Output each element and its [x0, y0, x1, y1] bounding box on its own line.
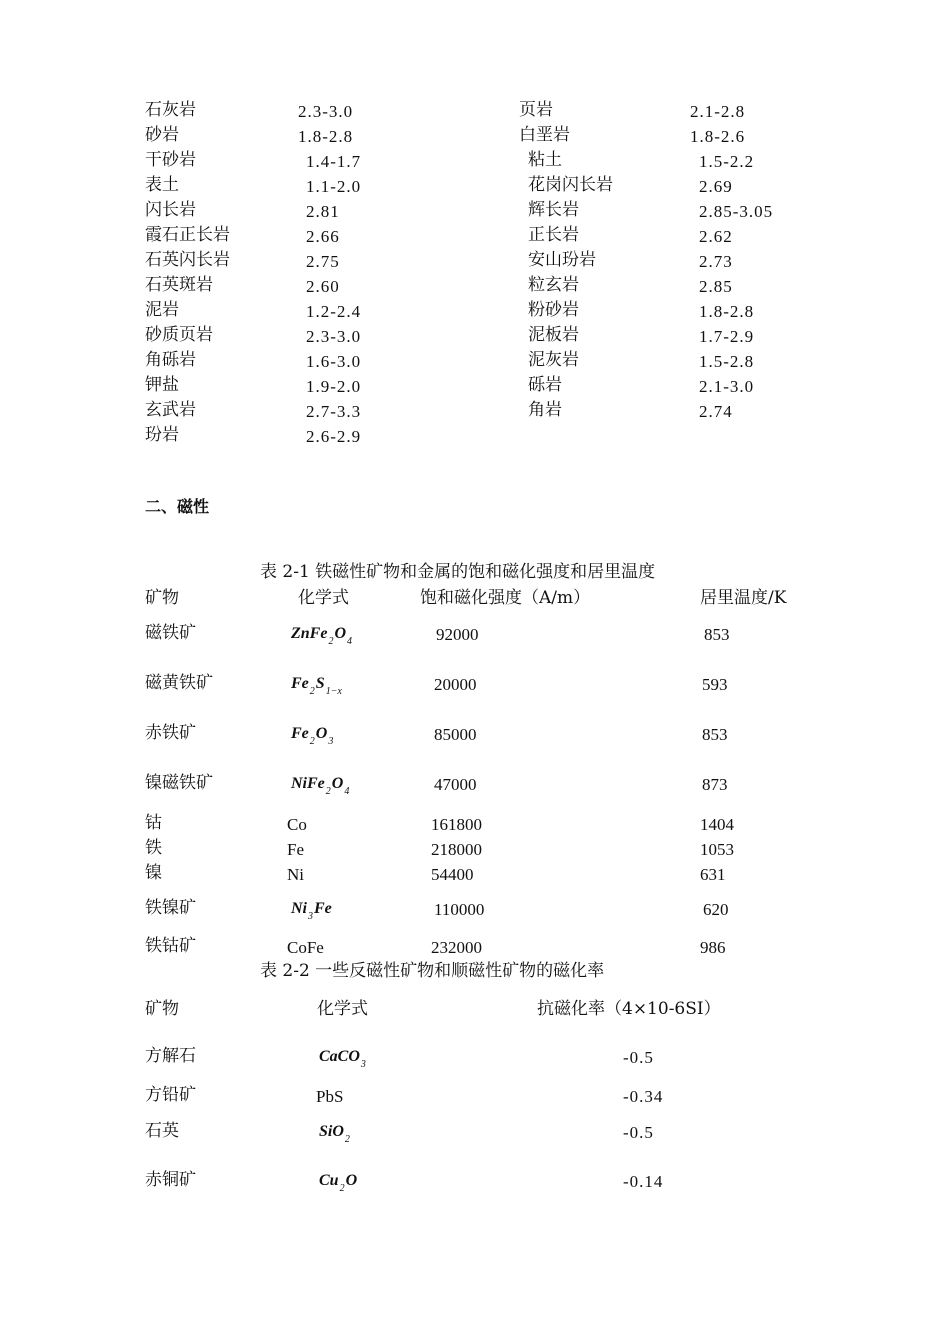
- density-value: 1.8-2.8: [699, 302, 755, 321]
- rock-name: 页岩: [519, 100, 553, 120]
- rock-name: 闪长岩: [145, 200, 196, 220]
- rock-name: 表土: [145, 175, 179, 195]
- column-header-saturation: 饱和磁化强度（A/m）: [420, 588, 591, 608]
- curie-value: 1404: [700, 815, 734, 834]
- rock-name: 角砾岩: [145, 350, 196, 370]
- mineral-name: 磁黄铁矿: [145, 673, 213, 693]
- curie-value: 631: [700, 865, 726, 884]
- mineral-name: 铁镍矿: [145, 898, 196, 918]
- column-header-mineral: 矿物: [145, 999, 179, 1019]
- density-value: 1.2-2.4: [306, 302, 362, 321]
- saturation-value: 218000: [431, 840, 482, 859]
- density-value: 1.6-3.0: [306, 352, 362, 371]
- rock-name: 粉砂岩: [528, 300, 579, 320]
- chemical-formula: Ni: [287, 865, 304, 884]
- table-caption: 表 2-1 铁磁性矿物和金属的饱和磁化强度和居里温度: [260, 562, 656, 582]
- saturation-value: 85000: [434, 725, 477, 744]
- density-value: 2.73: [699, 252, 733, 271]
- density-value: 2.75: [306, 252, 340, 271]
- rock-name: 干砂岩: [145, 150, 196, 170]
- saturation-value: 47000: [434, 775, 477, 794]
- density-value: 1.5-2.8: [699, 352, 755, 371]
- curie-value: 593: [702, 675, 728, 694]
- rock-name: 角岩: [528, 400, 562, 420]
- density-value: 2.1-3.0: [699, 377, 755, 396]
- chemical-formula: $Ni_3Fe$: [291, 900, 332, 922]
- mineral-name: 铁钴矿: [145, 936, 196, 956]
- mineral-name: 石英: [145, 1121, 179, 1141]
- density-value: 2.1-2.8: [690, 102, 746, 121]
- mineral-name: 镍磁铁矿: [145, 773, 213, 793]
- chemical-formula: Fe: [287, 840, 304, 859]
- rock-name: 辉长岩: [528, 200, 579, 220]
- rock-name: 石英斑岩: [145, 275, 213, 295]
- mineral-name: 磁铁矿: [145, 623, 196, 643]
- chemical-formula: CaCO$_3$: [319, 1048, 366, 1070]
- column-header-formula: 化学式: [317, 999, 368, 1019]
- chemical-formula: PbS: [316, 1087, 344, 1106]
- table-caption: 表 2-2 一些反磁性矿物和顺磁性矿物的磁化率: [260, 961, 605, 981]
- section-heading: 二、磁性: [145, 497, 210, 516]
- curie-value: 853: [704, 625, 730, 644]
- saturation-value: 54400: [431, 865, 474, 884]
- rock-name: 粘土: [528, 150, 562, 170]
- density-value: 2.85-3.05: [699, 202, 774, 221]
- density-value: 1.1-2.0: [306, 177, 362, 196]
- mineral-name: 方解石: [145, 1046, 196, 1066]
- rock-name: 粒玄岩: [528, 275, 579, 295]
- chemical-formula: SiO$_2$: [319, 1123, 350, 1145]
- saturation-value: 92000: [436, 625, 479, 644]
- saturation-value: 232000: [431, 938, 482, 957]
- mineral-name: 方铅矿: [145, 1085, 196, 1105]
- rock-name: 砾岩: [528, 375, 562, 395]
- density-value: 2.7-3.3: [306, 402, 362, 421]
- density-value: 1.8-2.6: [690, 127, 746, 146]
- rock-name: 砂岩: [145, 125, 179, 145]
- density-value: 2.3-3.0: [306, 327, 362, 346]
- density-value: 1.5-2.2: [699, 152, 755, 171]
- rock-name: 霞石正长岩: [145, 225, 230, 245]
- chemical-formula: $Cu_2O$: [319, 1172, 358, 1194]
- curie-value: 873: [702, 775, 728, 794]
- rock-name: 砂质页岩: [145, 325, 213, 345]
- rock-name: 安山玢岩: [528, 250, 596, 270]
- chemical-formula: $NiFe_2O_4$: [291, 775, 350, 797]
- mineral-name: 铁: [145, 838, 162, 858]
- chemical-formula: $Fe_2O_3$: [291, 725, 334, 747]
- rock-name: 石英闪长岩: [145, 250, 230, 270]
- curie-value: 853: [702, 725, 728, 744]
- density-value: 2.66: [306, 227, 340, 246]
- rock-name: 玄武岩: [145, 400, 196, 420]
- density-value: 2.81: [306, 202, 340, 221]
- curie-value: 986: [700, 938, 726, 957]
- rock-name: 正长岩: [528, 225, 579, 245]
- chemical-formula: Co: [287, 815, 307, 834]
- column-header-formula: 化学式: [298, 588, 349, 608]
- susceptibility-value: -0.5: [623, 1123, 654, 1142]
- susceptibility-value: -0.14: [623, 1172, 664, 1191]
- saturation-value: 161800: [431, 815, 482, 834]
- density-value: 1.8-2.8: [298, 127, 354, 146]
- susceptibility-value: -0.34: [623, 1087, 664, 1106]
- density-value: 2.60: [306, 277, 340, 296]
- density-value: 1.4-1.7: [306, 152, 362, 171]
- density-value: 2.85: [699, 277, 733, 296]
- density-value: 2.6-2.9: [306, 427, 362, 446]
- chemical-formula: CoFe: [287, 938, 324, 957]
- rock-name: 白垩岩: [519, 125, 570, 145]
- density-value: 1.7-2.9: [699, 327, 755, 346]
- rock-name: 钾盐: [145, 375, 179, 395]
- mineral-name: 赤铁矿: [145, 723, 196, 743]
- rock-name: 泥岩: [145, 300, 179, 320]
- curie-value: 620: [703, 900, 729, 919]
- susceptibility-value: -0.5: [623, 1048, 654, 1067]
- density-value: 2.62: [699, 227, 733, 246]
- density-value: 2.3-3.0: [298, 102, 354, 121]
- chemical-formula: $ZnFe_2O_4$: [291, 625, 353, 647]
- rock-name: 花岗闪长岩: [528, 175, 613, 195]
- density-value: 2.69: [699, 177, 733, 196]
- mineral-name: 钴: [145, 813, 162, 833]
- mineral-name: 赤铜矿: [145, 1170, 196, 1190]
- rock-name: 石灰岩: [145, 100, 196, 120]
- chemical-formula: $Fe_2S_{1-x}$: [291, 675, 342, 697]
- rock-name: 泥板岩: [528, 325, 579, 345]
- rock-name: 泥灰岩: [528, 350, 579, 370]
- curie-value: 1053: [700, 840, 734, 859]
- rock-name: 玢岩: [145, 425, 179, 445]
- column-header-susceptibility: 抗磁化率（4×10-6SI）: [537, 999, 721, 1019]
- density-value: 2.74: [699, 402, 733, 421]
- saturation-value: 110000: [434, 900, 485, 919]
- mineral-name: 镍: [145, 863, 162, 883]
- column-header-curie: 居里温度/K: [700, 588, 787, 608]
- density-value: 1.9-2.0: [306, 377, 362, 396]
- saturation-value: 20000: [434, 675, 477, 694]
- column-header-mineral: 矿物: [145, 588, 179, 608]
